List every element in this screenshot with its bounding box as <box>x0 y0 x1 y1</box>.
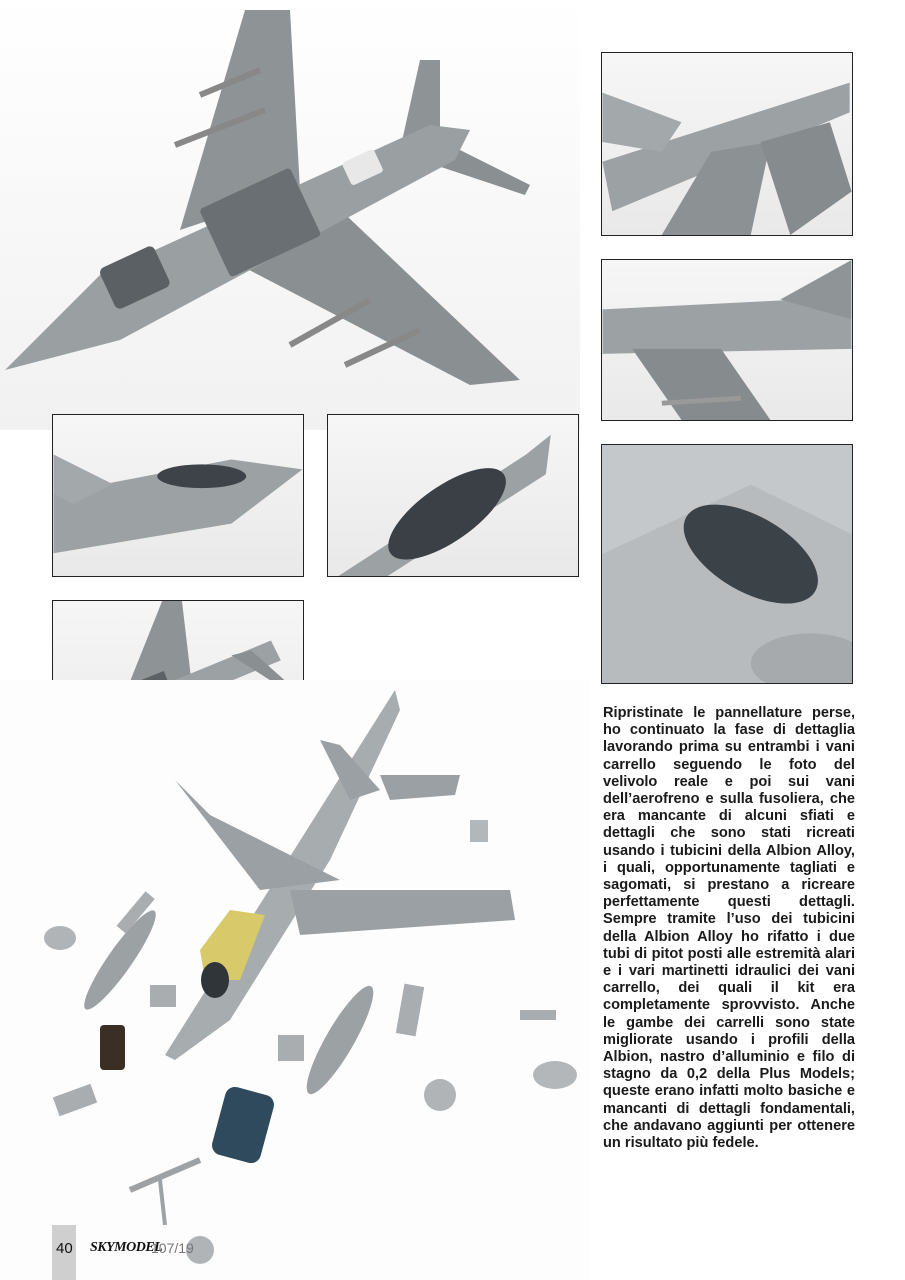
jet-model-top-illustration <box>0 0 580 430</box>
issue-number: 107/19 <box>151 1240 194 1256</box>
photo-fuselage-side <box>601 259 853 421</box>
rear-fuselage-illustration <box>602 53 852 235</box>
magazine-logo: SKYMODEL <box>90 1240 163 1255</box>
photo-cockpit-side <box>52 414 304 577</box>
model-parts-illustration <box>0 680 590 1280</box>
photo-cockpit-closeup <box>601 444 853 684</box>
cockpit-side-illustration <box>53 415 303 576</box>
cockpit-top-illustration <box>328 415 578 576</box>
photo-parts-layout <box>0 680 590 1280</box>
page-number: 40 <box>56 1240 73 1257</box>
article-body-text: Ripristinate le pannellature perse, ho continuato la fase di dettaglia lavorando prima su entrambi i vani carrello seguendo le foto del velivolo reale e poi sui vani dell’aerofreno e sulla fusoliera, che era mancante di alcuni sfiati e dettagli che sono stati ricreati usando i tubicini della Albion Alloy, i quali, opportunamente tagliati e sagomati, si prestano a ricreare perfettamente questi dettagli. Sempre tramite l’uso dei tubicini della Albion Alloy ho rifatto i due tubi di pitot posti alle estremità alari e i vari martinetti idraulici dei vani carrello, dei quali il kit era completamente sprovvisto. Anche le gambe dei carrelli sono state migliorate usando i profili della Albion, nastro d’alluminio e filo di stagno da 0,2 della Plus Models; queste erano infatti molto basiche e mancanti di dettagli fondamentali, che andavano aggiunti per ottenere un risultato più fedele. <box>603 705 855 1152</box>
cockpit-closeup-illustration <box>602 445 852 683</box>
photo-cockpit-top <box>327 414 579 577</box>
fuselage-side-illustration <box>602 260 852 420</box>
hero-photo-jet-top-view <box>0 0 580 430</box>
photo-rear-fuselage <box>601 52 853 236</box>
